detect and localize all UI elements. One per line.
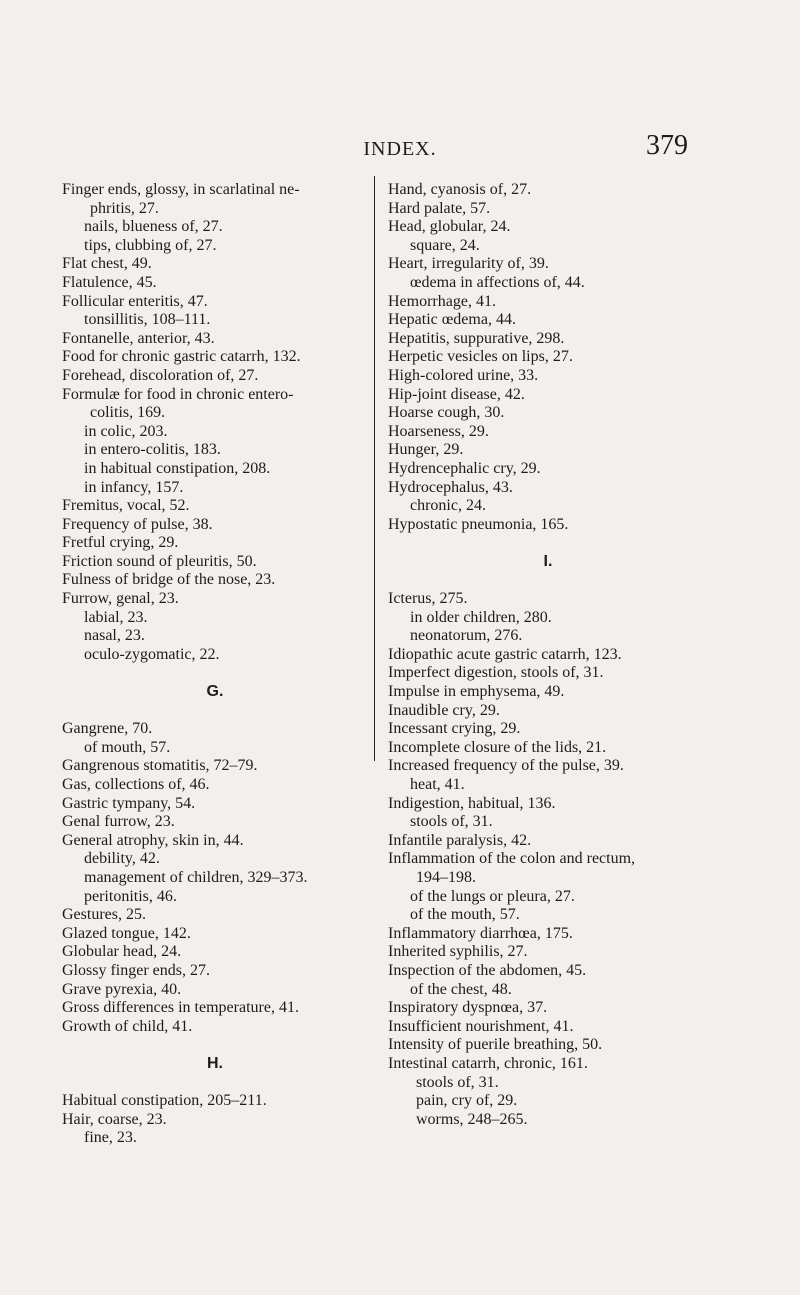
index-subentry: œdema in affections of, 44. [410, 273, 585, 291]
index-entry: Intestinal catarrh, chronic, 161. [388, 1054, 588, 1072]
index-entry: Gross differences in temperature, 41. [62, 999, 299, 1017]
index-entry: Hepatitis, suppurative, 298. [388, 329, 565, 347]
index-entry: Globular head, 24. [62, 943, 182, 961]
index-entry: Head, globular, 24. [388, 218, 511, 236]
index-entry: Incessant crying, 29. [388, 720, 521, 738]
index-entry: Increased frequency of the pulse, 39. [388, 757, 624, 775]
index-entry: Fontanelle, anterior, 43. [62, 329, 215, 347]
index-entry: Hip-joint disease, 42. [388, 385, 525, 403]
index-subentry: management of children, 329–373. [84, 868, 308, 886]
index-subentry: chronic, 24. [410, 497, 486, 515]
index-subentry: stools of, 31. [410, 813, 493, 831]
index-entry: Habitual constipation, 205–211. [62, 1092, 267, 1110]
index-subentry: fine, 23. [84, 1129, 137, 1147]
index-subentry: neonatorum, 276. [410, 627, 523, 645]
index-entry: Follicular enteritis, 47. [62, 292, 208, 310]
index-entry: Hepatic œdema, 44. [388, 311, 516, 329]
index-subentry: tonsillitis, 108–111. [84, 311, 211, 329]
index-entry: Glazed tongue, 142. [62, 924, 191, 942]
index-entry: Fremitus, vocal, 52. [62, 497, 190, 515]
index-entry: Gastric tympany, 54. [62, 794, 196, 812]
section-gap [388, 571, 708, 590]
section-gap [62, 702, 368, 721]
index-subentry: 194–198. [416, 868, 476, 886]
index-entry: Finger ends, glossy, in scarlatinal ne- [62, 181, 300, 198]
index-entry: Hair, coarse, 23. [62, 1110, 167, 1128]
index-subentry: peritonitis, 46. [84, 887, 177, 905]
index-entry: Inaudible cry, 29. [388, 701, 500, 719]
index-subentry: of the chest, 48. [410, 980, 512, 998]
index-entry: Imperfect digestion, stools of, 31. [388, 664, 604, 682]
index-subentry: stools of, 31. [416, 1073, 499, 1091]
index-entry: Hard palate, 57. [388, 199, 491, 217]
index-entry: Hoarse cough, 30. [388, 404, 505, 422]
index-entry: Hydrencephalic cry, 29. [388, 459, 541, 477]
index-subentry: of mouth, 57. [84, 738, 171, 756]
index-entry: Food for chronic gastric catarrh, 132. [62, 348, 301, 366]
index-entry: High-colored urine, 33. [388, 366, 539, 384]
index-entry: Hand, cyanosis of, 27. [388, 181, 532, 198]
index-entry: Friction sound of pleuritis, 50. [62, 552, 257, 570]
index-subentry: colitis, 169. [90, 404, 166, 422]
index-entry: Inspection of the abdomen, 45. [388, 961, 587, 979]
index-entry: Gas, collections of, 46. [62, 776, 210, 793]
index-entry: Intensity of puerile breathing, 50. [388, 1036, 603, 1054]
section-letter: H. [207, 1054, 223, 1072]
index-entry: Heart, irregularity of, 39. [388, 255, 549, 273]
index-subentry: debility, 42. [84, 850, 160, 868]
index-entry: Gestures, 25. [62, 906, 146, 924]
index-entry: Insufficient nourishment, 41. [388, 1017, 574, 1035]
index-subentry: of the lungs or pleura, 27. [410, 887, 575, 905]
index-entry: Flatulence, 45. [62, 273, 157, 291]
index-entry: Growth of child, 41. [62, 1017, 193, 1035]
index-entry: Forehead, discoloration of, 27. [62, 366, 259, 384]
index-entry: Glossy finger ends, 27. [62, 961, 210, 979]
index-subentry: oculo-zygomatic, 22. [84, 645, 220, 663]
section-letter: G. [206, 683, 224, 701]
index-entry: Icterus, 275. [388, 590, 468, 608]
page-number: 379 [646, 130, 688, 161]
index-subentry: heat, 41. [410, 776, 465, 793]
index-entry: Indigestion, habitual, 136. [388, 794, 556, 812]
index-entry: Furrow, genal, 23. [62, 590, 179, 608]
index-subentry: phritis, 27. [90, 199, 159, 217]
index-entry: Flat chest, 49. [62, 255, 152, 273]
index-subentry: in infancy, 157. [84, 478, 184, 496]
index-entry: Impulse in emphysema, 49. [388, 683, 565, 701]
index-entry: Inspiratory dyspnœa, 37. [388, 999, 548, 1017]
index-subentry: of the mouth, 57. [410, 906, 520, 924]
index-entry: Hoarseness, 29. [388, 422, 489, 440]
index-entry: Inflammation of the colon and rectum, [388, 850, 636, 868]
index-entry: Idiopathic acute gastric catarrh, 123. [388, 645, 622, 663]
index-entry: Frequency of pulse, 38. [62, 515, 213, 533]
index-subentry: tips, clubbing of, 27. [84, 236, 217, 254]
index-column-left [62, 181, 368, 1148]
section-gap [62, 1074, 368, 1093]
page-header-title: INDEX. [363, 138, 437, 160]
index-subentry: square, 24. [410, 236, 480, 254]
index-entry: Inherited syphilis, 27. [388, 943, 528, 961]
index-entry: Inflammatory diarrhœa, 175. [388, 924, 573, 942]
index-entry: Herpetic vesicles on lips, 27. [388, 348, 573, 366]
index-entry: Gangrenous stomatitis, 72–79. [62, 757, 258, 775]
index-entry: Incomplete closure of the lids, 21. [388, 738, 607, 756]
index-subentry: nails, blueness of, 27. [84, 218, 223, 236]
index-subentry: in habitual constipation, 208. [84, 459, 271, 477]
column-divider [374, 176, 375, 761]
index-entry: Fretful crying, 29. [62, 534, 179, 552]
index-subentry: pain, cry of, 29. [416, 1092, 518, 1110]
index-entry: Grave pyrexia, 40. [62, 980, 182, 998]
index-entry: Gangrene, 70. [62, 720, 153, 738]
index-subentry: worms, 248–265. [416, 1110, 528, 1128]
index-subentry: in colic, 203. [84, 422, 168, 440]
index-entry: Genal furrow, 23. [62, 813, 175, 831]
section-letter: I. [543, 552, 553, 570]
index-subentry: in older children, 280. [410, 608, 552, 626]
index-entry: Infantile paralysis, 42. [388, 831, 532, 849]
index-entry: General atrophy, skin in, 44. [62, 831, 244, 849]
index-entry: Fulness of bridge of the nose, 23. [62, 571, 276, 589]
index-entry: Hunger, 29. [388, 441, 464, 459]
index-entry: Formulæ for food in chronic entero- [62, 385, 294, 403]
index-entry: Hemorrhage, 41. [388, 292, 496, 310]
index-subentry: labial, 23. [84, 608, 148, 626]
index-entry: Hydrocephalus, 43. [388, 478, 513, 496]
index-subentry: in entero-colitis, 183. [84, 441, 221, 459]
index-column-right [388, 181, 708, 1129]
index-subentry: nasal, 23. [84, 627, 145, 645]
index-entry: Hypostatic pneumonia, 165. [388, 515, 569, 533]
